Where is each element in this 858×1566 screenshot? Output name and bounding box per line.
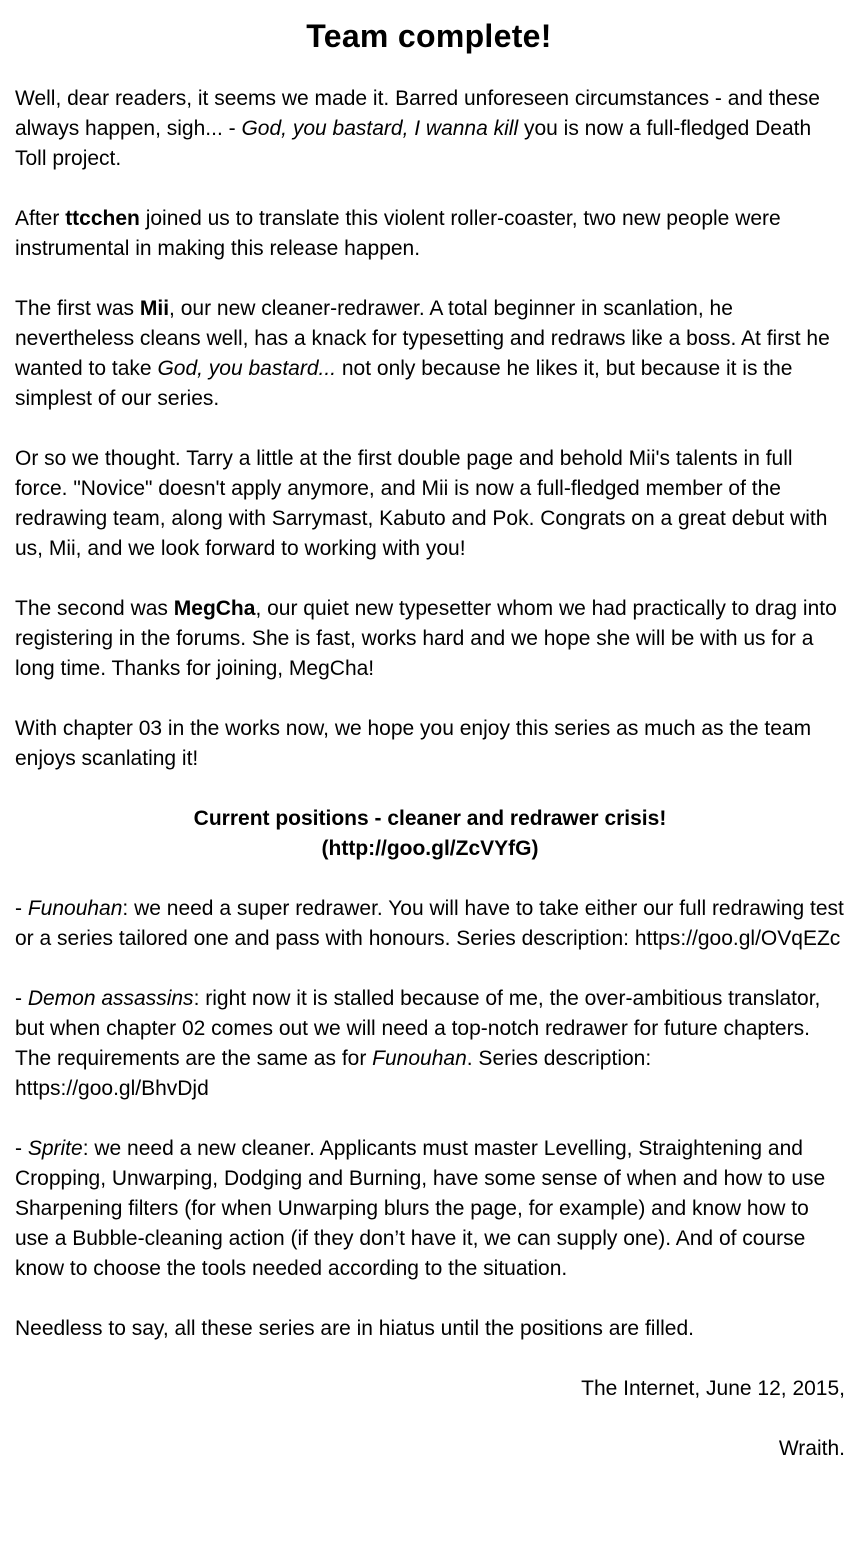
demon-name: Demon assassins: [27, 987, 194, 1010]
name-megcha: MegCha: [173, 597, 256, 620]
intro-text-b: you is now a full-fledged Death Toll project.: [15, 117, 812, 170]
funouhan-name: Funouhan: [27, 897, 123, 920]
paragraph-ttcchen: [15, 204, 845, 264]
demon-ref-funouhan: Funouhan: [372, 1047, 467, 1070]
position-funouhan: [15, 894, 845, 954]
demon-text-a: : right now it is stalled because of me, the over-ambitious translator, but when chapter 02 comes out we will need a top-notch redrawer for future chapters. The requirements are the same as for: [15, 987, 821, 1070]
mii-text-a: The first was: [15, 297, 140, 320]
series-title-italic: God, you bastard, I wanna kill: [241, 117, 519, 140]
paragraph-hiatus: Needless to say, all these series are in hiatus until the positions are filled.: [15, 1317, 694, 1340]
funouhan-text: : we need a super redrawer. You will have to take either our full redrawing test or a series tailored one and pass with honours. Series description: https://goo.gl/OVqEZc: [15, 897, 844, 950]
megcha-text-a: The second was: [15, 597, 174, 620]
positions-heading: Current positions - cleaner and redrawer crisis!: [193, 807, 667, 830]
position-sprite: [15, 1134, 845, 1284]
paragraph-mii: [15, 294, 845, 414]
position-demon-assassins: [15, 984, 845, 1104]
positions-link: (http://goo.gl/ZcVYfG): [321, 837, 539, 860]
sprite-name: Sprite: [27, 1137, 83, 1160]
article-body: [15, 84, 845, 1494]
mii-series-title-italic: God, you bastard...: [157, 357, 337, 380]
sprite-text: : we need a new cleaner. Applicants must master Levelling, Straightening and Cropping, Unwarping, Dodging and Burning, have some sense of when and how to use Sharpening filters (for when Unwarping blurs the page, for example) and know how to use a Bubble-cleaning action (if they don’t have it, we can supply one). And of course know to choose the tools needed according to the situation.: [15, 1137, 826, 1280]
megcha-text-b: , our quiet new typesetter whom we had practically to drag into registering in the forums. She is fast, works hard and we hope she will be with us for a long time. Thanks for joining, MegCha!: [15, 597, 837, 680]
page-title: Team complete!: [306, 18, 552, 54]
name-ttcchen: ttcchen: [65, 207, 140, 230]
paragraph-intro: [15, 84, 845, 174]
intro-text-a: Well, dear readers, it seems we made it. Barred unforeseen circumstances - and these always happen, sigh... -: [15, 87, 820, 140]
signature-name: Wraith.: [778, 1437, 845, 1460]
demon-dash: -: [15, 987, 28, 1010]
paragraph-chapter-03: With chapter 03 in the works now, we hope you enjoy this series as much as the team enjoys scanlating it!: [15, 717, 812, 770]
paragraph-mii-talents: Or so we thought. Tarry a little at the first double page and behold Mii's talents in full force. "Novice" doesn't apply anymore, and Mii is now a full-fledged member of the redrawing team, along with Sarrymast, Kabuto and Pok. Congrats on a great debut with us, Mii, and we look forward to working with you!: [15, 447, 828, 560]
signature-place-date: The Internet, June 12, 2015,: [581, 1377, 845, 1400]
mii-text-c: not only because he likes it, but because it is the simplest of our series.: [15, 357, 793, 410]
sprite-dash: -: [15, 1137, 28, 1160]
ttcchen-text-a: After: [15, 207, 66, 230]
demon-text-b: . Series description: https://goo.gl/BhvDjd: [15, 1047, 652, 1100]
mii-text-b: , our new cleaner-redrawer. A total beginner in scanlation, he nevertheless cleans well, has a knack for typesetting and redraws like a boss. At first he wanted to take: [15, 297, 830, 380]
funouhan-dash: -: [15, 897, 28, 920]
paragraph-megcha: [15, 594, 845, 684]
ttcchen-text-b: joined us to translate this violent roller-coaster, two new people were instrumental in making this release happen.: [15, 207, 781, 260]
positions-heading-block: [15, 804, 845, 864]
name-mii: Mii: [139, 297, 170, 320]
